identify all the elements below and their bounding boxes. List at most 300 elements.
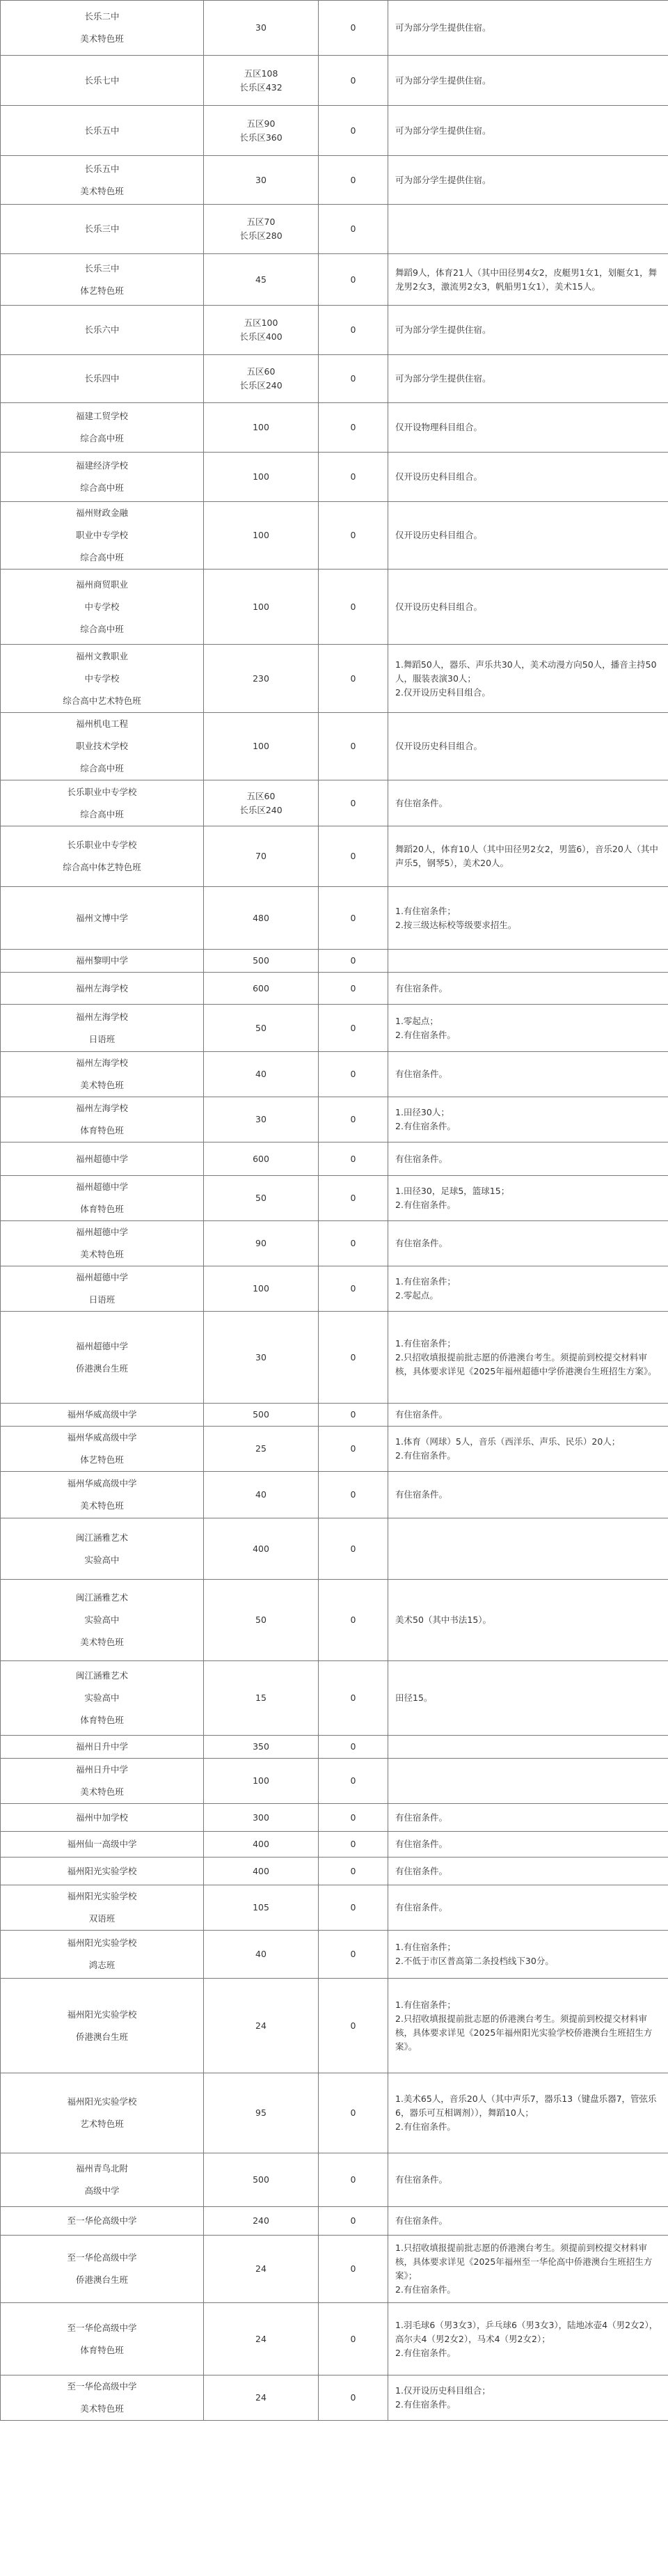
school-cell-line: 福州阳光实验学校 xyxy=(67,2096,137,2107)
plan-cell-line: 600 xyxy=(253,982,269,994)
plan-cell xyxy=(204,570,319,645)
zero-cell: 0 xyxy=(319,1832,388,1858)
school-cell xyxy=(1,2375,204,2421)
school-cell-line: 长乐六中 xyxy=(84,324,120,335)
zero-cell: 0 xyxy=(319,2073,388,2153)
plan-cell xyxy=(204,1979,319,2073)
zero-cell: 0 xyxy=(319,205,388,254)
plan-cell-line: 30 xyxy=(255,1351,267,1362)
plan-cell xyxy=(204,1266,319,1312)
school-cell-line: 美术特色班 xyxy=(80,185,124,196)
plan-cell-line: 50 xyxy=(255,1022,267,1033)
note-cell xyxy=(388,56,668,106)
zero-cell: 0 xyxy=(319,2375,388,2421)
school-cell-line: 侨港澳台生班 xyxy=(75,2031,128,2042)
note-cell xyxy=(388,2073,668,2153)
school-cell-line: 美术特色班 xyxy=(80,1786,124,1797)
school-cell xyxy=(1,403,204,453)
table-row xyxy=(1,1427,668,1472)
zero-cell: 0 xyxy=(319,306,388,355)
plan-cell-line: 长乐区400 xyxy=(239,331,283,342)
note-cell-line: 1.有住宿条件； xyxy=(395,905,456,916)
school-cell xyxy=(1,887,204,950)
note-cell xyxy=(388,106,668,156)
plan-cell-line: 100 xyxy=(253,741,269,751)
zero-cell: 0 xyxy=(319,1176,388,1221)
school-cell xyxy=(1,1404,204,1427)
note-cell xyxy=(388,2303,668,2375)
note-cell xyxy=(388,1176,668,1221)
school-cell xyxy=(1,1979,204,2073)
school-cell-line: 侨港澳台生班 xyxy=(75,1362,128,1374)
school-cell xyxy=(1,205,204,254)
note-cell xyxy=(388,1312,668,1404)
school-cell-line: 福州文教职业 xyxy=(75,650,128,661)
zero-cell: 0 xyxy=(319,355,388,403)
school-cell-line: 综合高中艺术特色班 xyxy=(63,695,141,706)
school-cell-line: 长乐职业中专学校 xyxy=(67,786,137,797)
plan-cell xyxy=(204,106,319,156)
school-cell-line: 长乐三中 xyxy=(84,223,120,234)
plan-cell-line: 五区60 xyxy=(246,366,276,377)
plan-cell-line: 40 xyxy=(255,1489,267,1500)
school-cell xyxy=(1,2207,204,2236)
note-cell xyxy=(388,887,668,950)
note-cell-line: 可为部分学生提供住宿。 xyxy=(395,22,491,33)
school-cell-line: 综合高中体艺特色班 xyxy=(63,862,141,872)
table-row xyxy=(1,1661,668,1736)
note-cell xyxy=(388,1661,668,1736)
school-cell-line: 长乐四中 xyxy=(84,373,120,384)
table-row xyxy=(1,1052,668,1097)
table-row xyxy=(1,973,668,1005)
note-cell xyxy=(388,1931,668,1979)
school-cell xyxy=(1,1759,204,1804)
school-cell xyxy=(1,1580,204,1661)
plan-cell xyxy=(204,1427,319,1472)
zero-cell: 0 xyxy=(319,453,388,502)
school-cell xyxy=(1,1221,204,1266)
table-row xyxy=(1,502,668,570)
school-cell-line: 体艺特色班 xyxy=(80,1454,124,1465)
zero-cell: 0 xyxy=(319,1221,388,1266)
school-cell-line: 福州财政金融 xyxy=(75,508,128,518)
note-cell xyxy=(388,1885,668,1931)
table-row xyxy=(1,1404,668,1427)
note-cell-line: 1.美术65人，音乐20人（其中声乐7，器乐13（键盘乐器7，管弦乐6，器乐可互相调剂）），舞蹈10人； xyxy=(395,2094,657,2118)
zero-cell: 0 xyxy=(319,1736,388,1759)
school-cell-line: 职业技术学校 xyxy=(75,741,128,751)
plan-cell-line: 长乐区432 xyxy=(239,81,283,93)
plan-cell-line: 45 xyxy=(255,274,267,285)
school-cell xyxy=(1,1518,204,1580)
plan-cell-line: 500 xyxy=(253,2174,269,2185)
school-cell-line: 中专学校 xyxy=(84,601,120,612)
plan-cell-line: 100 xyxy=(253,1775,269,1786)
plan-cell-line: 五区100 xyxy=(244,317,278,328)
plan-cell xyxy=(204,1097,319,1142)
school-cell xyxy=(1,1,204,56)
plan-cell xyxy=(204,1005,319,1052)
plan-cell-line: 500 xyxy=(253,1409,269,1420)
plan-cell-line: 480 xyxy=(253,912,269,923)
note-cell-line: 有住宿条件。 xyxy=(395,1489,448,1500)
plan-cell xyxy=(204,973,319,1005)
plan-cell-line: 95 xyxy=(255,2107,267,2118)
note-cell-line: 有住宿条件。 xyxy=(395,1069,448,1079)
plan-cell xyxy=(204,306,319,355)
school-cell-line: 福州超德中学 xyxy=(75,1340,128,1351)
note-cell xyxy=(388,570,668,645)
school-cell-line: 体育特色班 xyxy=(80,2344,124,2355)
zero-cell: 0 xyxy=(319,570,388,645)
school-cell xyxy=(1,1052,204,1097)
school-cell-line: 福州中加学校 xyxy=(75,1812,128,1823)
table-row xyxy=(1,1804,668,1832)
school-cell-line: 综合高中班 xyxy=(80,808,124,819)
plan-cell-line: 24 xyxy=(255,2020,267,2031)
zero-cell: 0 xyxy=(319,56,388,106)
table-row xyxy=(1,355,668,403)
table-row xyxy=(1,2073,668,2153)
note-cell-line: 2.不低于市区普高第二条投档线下30分。 xyxy=(395,1956,554,1966)
table-row xyxy=(1,106,668,156)
note-cell xyxy=(388,826,668,887)
note-cell-line: 可为部分学生提供住宿。 xyxy=(395,125,491,136)
school-cell-line: 美术特色班 xyxy=(80,1080,124,1090)
school-cell-line: 长乐职业中专学校 xyxy=(67,840,137,850)
school-cell xyxy=(1,2303,204,2375)
school-cell-line: 美术特色班 xyxy=(80,1637,124,1647)
table-row xyxy=(1,887,668,950)
school-cell xyxy=(1,2236,204,2303)
plan-cell-line: 40 xyxy=(255,1949,267,1959)
zero-cell: 0 xyxy=(319,1,388,56)
note-cell xyxy=(388,156,668,205)
school-cell xyxy=(1,1266,204,1312)
school-cell-line: 闽江涵雅艺术 xyxy=(75,1592,128,1603)
school-cell-line: 福州超德中学 xyxy=(75,1153,128,1164)
table-row xyxy=(1,1518,668,1580)
plan-cell-line: 五区70 xyxy=(246,217,276,227)
table-row xyxy=(1,1266,668,1312)
school-cell-line: 综合高中班 xyxy=(80,552,124,563)
note-cell xyxy=(388,713,668,780)
note-cell xyxy=(388,254,668,306)
school-cell-line: 福州华威高级中学 xyxy=(67,1478,137,1489)
school-cell-line: 高级中学 xyxy=(84,2185,120,2196)
plan-cell xyxy=(204,1858,319,1885)
school-cell-line: 至一华伦高级中学 xyxy=(67,2381,137,2392)
note-cell xyxy=(388,1266,668,1312)
note-cell-line: 1.有住宿条件； xyxy=(395,1337,456,1349)
plan-cell-line: 100 xyxy=(253,471,269,482)
note-cell-line: 2.有住宿条件。 xyxy=(395,1029,456,1040)
note-cell-line: 有住宿条件。 xyxy=(395,1902,448,1913)
note-cell xyxy=(388,1,668,56)
plan-cell xyxy=(204,1885,319,1931)
plan-cell-line: 300 xyxy=(253,1812,269,1823)
school-cell-line: 福州华威高级中学 xyxy=(67,1409,137,1420)
school-cell-line: 体艺特色班 xyxy=(80,285,124,296)
school-cell-line: 闽江涵雅艺术 xyxy=(75,1532,128,1543)
note-cell xyxy=(388,1979,668,2073)
plan-cell-line: 400 xyxy=(253,1543,269,1554)
note-cell-line: 1.田径30，足球5，篮球15； xyxy=(395,1186,510,1196)
note-cell xyxy=(388,502,668,570)
school-cell xyxy=(1,1427,204,1472)
school-cell-line: 福州日升中学 xyxy=(75,1741,128,1752)
note-cell-line: 有住宿条件。 xyxy=(395,797,448,808)
plan-cell xyxy=(204,2303,319,2375)
school-cell xyxy=(1,780,204,826)
note-cell-line: 2.有住宿条件。 xyxy=(395,1200,456,1210)
plan-cell xyxy=(204,2207,319,2236)
note-cell-line: 2.有住宿条件。 xyxy=(395,2121,456,2132)
table-row xyxy=(1,2153,668,2207)
note-cell-line: 1.仅开设历史科目组合； xyxy=(395,2385,491,2396)
plan-cell-line: 100 xyxy=(253,1283,269,1294)
plan-cell xyxy=(204,453,319,502)
note-cell xyxy=(388,1404,668,1427)
school-cell-line: 闽江涵雅艺术 xyxy=(75,1670,128,1681)
table-row xyxy=(1,1142,668,1176)
school-cell-line: 长乐二中 xyxy=(84,11,120,22)
note-cell-line: 可为部分学生提供住宿。 xyxy=(395,174,491,185)
school-cell xyxy=(1,1858,204,1885)
plan-cell-line: 50 xyxy=(255,1615,267,1625)
zero-cell: 0 xyxy=(319,1427,388,1472)
plan-cell-line: 长乐区240 xyxy=(239,380,283,391)
note-cell-line: 仅开设历史科目组合。 xyxy=(395,601,483,612)
plan-cell-line: 105 xyxy=(253,1902,269,1913)
school-cell-line: 体育特色班 xyxy=(80,1715,124,1725)
note-cell-line: 2.有住宿条件。 xyxy=(395,1121,456,1131)
zero-cell: 0 xyxy=(319,106,388,156)
note-cell xyxy=(388,306,668,355)
school-cell xyxy=(1,1005,204,1052)
plan-cell-line: 24 xyxy=(255,2392,267,2403)
zero-cell: 0 xyxy=(319,1312,388,1404)
note-cell xyxy=(388,1580,668,1661)
school-cell-line: 长乐三中 xyxy=(84,262,120,274)
note-cell xyxy=(388,950,668,973)
note-cell-line: 有住宿条件。 xyxy=(395,1238,448,1248)
table-row xyxy=(1,156,668,205)
table-row xyxy=(1,1097,668,1142)
school-cell xyxy=(1,1832,204,1858)
school-cell-line: 实验高中 xyxy=(84,1554,120,1565)
note-cell-line: 舞蹈9人，体育21人（其中田径男4女2，皮艇男1女1，划艇女1，舞龙男2女3，激流男2女3，帆船男1女1），美术15人。 xyxy=(395,267,658,292)
table-row xyxy=(1,453,668,502)
note-cell-line: 田径15。 xyxy=(395,1693,433,1703)
school-cell xyxy=(1,1142,204,1176)
zero-cell: 0 xyxy=(319,254,388,306)
school-cell xyxy=(1,973,204,1005)
note-cell xyxy=(388,1427,668,1472)
school-cell xyxy=(1,502,204,570)
plan-cell xyxy=(204,950,319,973)
table-row xyxy=(1,826,668,887)
school-cell-line: 福州机电工程 xyxy=(75,718,128,729)
note-cell-line: 2.有住宿条件。 xyxy=(395,2347,456,2358)
note-cell-line: 可为部分学生提供住宿。 xyxy=(395,373,491,384)
school-cell-line: 福州阳光实验学校 xyxy=(67,1865,137,1876)
note-cell-line: 1.田径30人； xyxy=(395,1107,450,1117)
plan-cell-line: 长乐区280 xyxy=(239,230,283,241)
school-cell-line: 综合高中班 xyxy=(80,482,124,493)
plan-cell-line: 90 xyxy=(255,1238,267,1248)
school-cell-line: 福州左海学校 xyxy=(75,1103,128,1113)
note-cell-line: 仅开设历史科目组合。 xyxy=(395,741,483,751)
school-cell-line: 综合高中班 xyxy=(80,763,124,773)
plan-cell xyxy=(204,1580,319,1661)
note-cell xyxy=(388,1472,668,1518)
note-cell-line: 有住宿条件。 xyxy=(395,1839,448,1849)
school-cell xyxy=(1,306,204,355)
note-cell xyxy=(388,355,668,403)
plan-cell xyxy=(204,1221,319,1266)
plan-cell xyxy=(204,1931,319,1979)
note-cell-line: 2.只招收填报提前批志愿的侨港澳台考生。须提前到校提交材料审核，具体要求详见《2025年福州阳光实验学校侨港澳台生班招生方案》。 xyxy=(395,2013,653,2052)
school-cell-line: 至一华伦高级中学 xyxy=(67,2252,137,2263)
note-cell-line: 有住宿条件。 xyxy=(395,1865,448,1876)
school-cell-line: 美术特色班 xyxy=(80,1500,124,1511)
school-cell xyxy=(1,1176,204,1221)
plan-cell xyxy=(204,1661,319,1736)
plan-cell xyxy=(204,645,319,713)
table-row xyxy=(1,1736,668,1759)
plan-cell xyxy=(204,502,319,570)
note-cell xyxy=(388,2153,668,2207)
table-body xyxy=(1,1,668,2421)
plan-cell xyxy=(204,56,319,106)
note-cell-line: 2.只招收填报提前批志愿的侨港澳台考生。须提前到校提交材料审核，具体要求详见《2025年福州超德中学侨港澳台生班招生方案》。 xyxy=(395,1351,657,1376)
school-cell xyxy=(1,645,204,713)
zero-cell: 0 xyxy=(319,1979,388,2073)
plan-cell xyxy=(204,254,319,306)
table-row xyxy=(1,1005,668,1052)
school-cell-line: 福州左海学校 xyxy=(75,1058,128,1068)
plan-cell xyxy=(204,1404,319,1427)
table-row xyxy=(1,570,668,645)
school-cell xyxy=(1,1931,204,1979)
plan-cell-line: 长乐区240 xyxy=(239,804,283,815)
school-cell-line: 综合高中班 xyxy=(80,433,124,443)
note-cell-line: 1.舞蹈50人，器乐、声乐共30人，美术动漫方向50人，播音主持50人，服装表演30人； xyxy=(395,659,657,684)
zero-cell: 0 xyxy=(319,1804,388,1832)
school-cell-line: 职业中专学校 xyxy=(75,530,128,540)
plan-cell xyxy=(204,1804,319,1832)
school-cell xyxy=(1,1097,204,1142)
table-row xyxy=(1,1472,668,1518)
school-cell xyxy=(1,570,204,645)
plan-cell-line: 24 xyxy=(255,2263,267,2274)
note-cell-line: 1.羽毛球6（男3女3），乒乓球6（男3女3），陆地冰壶4（男2女2），高尔夫4（男2女2），马术4（男2女2）； xyxy=(395,2319,658,2344)
plan-cell xyxy=(204,2073,319,2153)
note-cell xyxy=(388,1052,668,1097)
note-cell xyxy=(388,780,668,826)
plan-cell xyxy=(204,2236,319,2303)
table-row xyxy=(1,645,668,713)
plan-cell xyxy=(204,1142,319,1176)
table-row xyxy=(1,780,668,826)
note-cell-line: 2.仅开设历史科目组合。 xyxy=(395,686,491,698)
zero-cell: 0 xyxy=(319,1759,388,1804)
note-cell xyxy=(388,1097,668,1142)
zero-cell: 0 xyxy=(319,502,388,570)
table-row xyxy=(1,1885,668,1931)
table-row xyxy=(1,1931,668,1979)
school-cell-line: 福州超德中学 xyxy=(75,1272,128,1282)
plan-cell xyxy=(204,826,319,887)
school-cell-line: 福州左海学校 xyxy=(75,1011,128,1022)
plan-cell-line: 24 xyxy=(255,2333,267,2344)
school-cell-line: 福州阳光实验学校 xyxy=(67,1891,137,1901)
zero-cell: 0 xyxy=(319,1142,388,1176)
school-cell-line: 福州阳光实验学校 xyxy=(67,1938,137,1948)
zero-cell: 0 xyxy=(319,1580,388,1661)
school-cell-line: 福州黎明中学 xyxy=(75,955,128,966)
plan-cell-line: 100 xyxy=(253,530,269,540)
note-cell-line: 2.有住宿条件。 xyxy=(395,2399,456,2410)
school-cell xyxy=(1,453,204,502)
school-cell-line: 福建经济学校 xyxy=(75,460,128,471)
table-row xyxy=(1,1176,668,1221)
school-cell-line: 体育特色班 xyxy=(80,1125,124,1136)
school-cell-line: 美术特色班 xyxy=(80,2403,124,2414)
plan-cell-line: 100 xyxy=(253,422,269,432)
school-cell xyxy=(1,156,204,205)
note-cell-line: 2.按三级达标校等级要求招生。 xyxy=(395,919,517,930)
zero-cell: 0 xyxy=(319,1661,388,1736)
school-cell-line: 侨港澳台生班 xyxy=(75,2275,128,2285)
plan-cell xyxy=(204,156,319,205)
school-cell xyxy=(1,1472,204,1518)
plan-cell-line: 100 xyxy=(253,601,269,612)
school-cell xyxy=(1,1661,204,1736)
plan-cell xyxy=(204,1832,319,1858)
school-cell xyxy=(1,1312,204,1404)
school-cell-line: 中专学校 xyxy=(84,673,120,684)
zero-cell: 0 xyxy=(319,1931,388,1979)
table-row xyxy=(1,2303,668,2375)
table-row xyxy=(1,2236,668,2303)
note-cell xyxy=(388,1142,668,1176)
note-cell-line: 舞蹈20人，体育10人（其中田径男2女2，男篮6），音乐20人（其中声乐5，钢琴5），美术20人。 xyxy=(395,844,658,868)
note-cell-line: 2.有住宿条件。 xyxy=(395,2284,456,2295)
note-cell xyxy=(388,973,668,1005)
zero-cell: 0 xyxy=(319,2153,388,2207)
plan-cell-line: 30 xyxy=(255,22,267,33)
table-row xyxy=(1,56,668,106)
zero-cell: 0 xyxy=(319,887,388,950)
school-cell-line: 福州商贸职业 xyxy=(75,579,128,590)
school-cell-line: 福建工贸学校 xyxy=(75,411,128,421)
school-cell-line: 至一华伦高级中学 xyxy=(67,2215,137,2226)
table-row xyxy=(1,950,668,973)
zero-cell: 0 xyxy=(319,1885,388,1931)
note-cell-line: 可为部分学生提供住宿。 xyxy=(395,324,491,335)
school-cell-line: 长乐五中 xyxy=(84,125,120,136)
plan-cell-line: 五区90 xyxy=(246,118,276,129)
plan-cell xyxy=(204,887,319,950)
note-cell-line: 1.有住宿条件； xyxy=(395,1942,456,1952)
zero-cell: 0 xyxy=(319,2236,388,2303)
zero-cell: 0 xyxy=(319,826,388,887)
note-cell xyxy=(388,1221,668,1266)
zero-cell: 0 xyxy=(319,2303,388,2375)
